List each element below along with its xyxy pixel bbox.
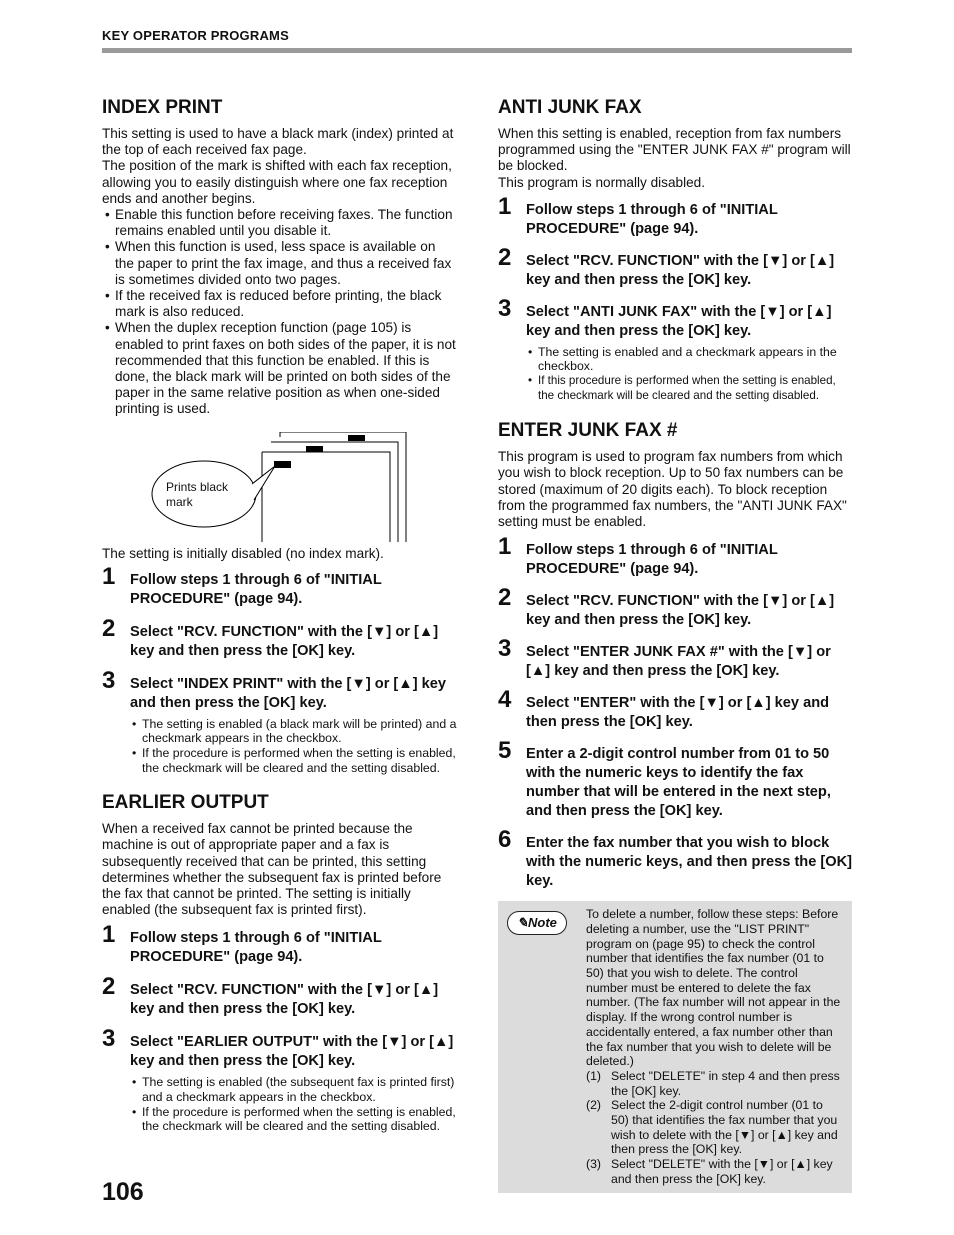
- note-item: • If the procedure is performed when the setting is enabled, the checkmark will be cleared and the setting disabled.: [130, 1105, 458, 1134]
- note-step-text: Select the 2-digit control number (01 to 50) that identifies the fax number that you wish to delete with the [▼] or [▲] key and then press the [OK] key.: [611, 1098, 838, 1157]
- earlier-output-notes: [102, 1075, 458, 1133]
- index-mark-illustration: [102, 432, 458, 542]
- step-item: [102, 921, 458, 967]
- step-item: [498, 584, 852, 630]
- step-text: Select "EARLIER OUTPUT" with the [▼] or [▲] key and then press the [OK] key.: [130, 1034, 454, 1070]
- index-print-bullets: [102, 207, 458, 418]
- step-number: 5: [498, 737, 512, 765]
- step-text: Select "RCV. FUNCTION" with the [▼] or [▲] key and then press the [OK] key.: [130, 623, 439, 659]
- index-mark-diagram: [102, 432, 458, 542]
- black-mark: [274, 461, 291, 468]
- bullet-item: • When this function is used, less space is available on the paper to print the fax image, and thus a received fax is sometimes divided onto two pages.: [102, 239, 458, 288]
- enter-junk-intro: This program is used to program fax numbers from which you wish to block reception. Up to 50 fax numbers can be stored (maximum of 20 digits each). To block reception from the programmed fax numbers, the "ANTI JUNK FAX" setting must be enabled.: [498, 449, 847, 529]
- step-number: 1: [498, 533, 512, 561]
- step-text: Select "RCV. FUNCTION" with the [▼] or [▲] key and then press the [OK] key.: [130, 982, 439, 1018]
- earlier-output-title: EARLIER OUTPUT: [102, 792, 269, 814]
- step-item: [498, 635, 852, 681]
- step-text: Select "ENTER" with the [▼] or [▲] key and then press the [OK] key.: [526, 695, 830, 731]
- step-item: [498, 192, 852, 239]
- index-print-intro-1: This setting is used to have a black mark (index) printed at the top of each received fax page.: [102, 126, 454, 158]
- index-print-intro-2: The position of the mark is shifted with each fax reception, allowing you to easily distinguish where one fax reception ends and another begins.: [102, 158, 452, 206]
- step-number: 2: [498, 584, 512, 612]
- step-number: 2: [102, 614, 116, 642]
- step-item: [498, 737, 852, 821]
- step-number: 6: [498, 826, 512, 854]
- enter-junk-title: ENTER JUNK FAX #: [498, 420, 678, 442]
- callout-label: Prints black mark: [166, 479, 229, 509]
- note-item: • If this procedure is performed when the setting is enabled, the checkmark will be cleared and the setting disabled.: [526, 374, 852, 403]
- step-item: [102, 973, 458, 1019]
- step-text: Enter the fax number that you wish to block with the numeric keys, and then press the [OK] key.: [526, 835, 852, 890]
- step-item: [498, 294, 852, 341]
- step-number: 3: [102, 666, 116, 694]
- note-steps: [586, 1069, 842, 1187]
- running-header: KEY OPERATOR PROGRAMS: [102, 28, 289, 43]
- step-item: [102, 666, 458, 713]
- note-step-number: (2): [586, 1098, 602, 1113]
- note-item: • The setting is enabled (the subsequent fax is printed first) and a checkmark appears in the checkbox.: [130, 1075, 458, 1104]
- step-number: 3: [498, 635, 512, 663]
- enter-junk-steps: [498, 533, 852, 891]
- note-text: To delete a number, follow these steps: Before deleting a number, use the "LIST PRINT" program on (page 95) to check the control number that identifies the fax number (01 to 50) that you wish to delete. The control number must be entered to delete the fax number. (The fax number will not appear in the display. If the wrong control number is accidentally entered, a fax number other than the fax number that you wish to delete will be deleted.): [586, 907, 841, 1069]
- step-text: Follow steps 1 through 6 of "INITIAL PROCEDURE" (page 94).: [130, 930, 382, 966]
- step-number: 2: [102, 973, 116, 1001]
- anti-junk-intro-1: When this setting is enabled, reception from fax numbers programmed using the "ENTER JUNK FAX #" program will be blocked.: [498, 126, 851, 174]
- step-number: 3: [498, 294, 512, 322]
- anti-junk-notes: [498, 345, 852, 403]
- step-text: Select "ANTI JUNK FAX" with the [▼] or [▲] key and then press the [OK] key.: [526, 303, 832, 339]
- step-number: 1: [102, 562, 116, 590]
- left-column: [102, 96, 458, 1134]
- step-item: [498, 533, 852, 579]
- step-number: 1: [102, 921, 116, 949]
- step-number: 1: [498, 192, 512, 220]
- note-item: • If the procedure is performed when the setting is enabled, the checkmark will be cleared and the setting disabled.: [130, 746, 458, 775]
- earlier-output-intro: When a received fax cannot be printed because the machine is out of appropriate paper and a fax is subsequently received that can be printed, this setting determines whether the subsequent fax is printed before the fax that cannot be printed. The setting is initially enabled (the subsequent fax is printed first).: [102, 821, 442, 918]
- note-badge: [507, 911, 567, 935]
- note-step-number: (3): [586, 1157, 602, 1172]
- note-step-item: [586, 1069, 842, 1098]
- note-item: • The setting is enabled and a checkmark appears in the checkbox.: [526, 345, 852, 374]
- step-text: Select "RCV. FUNCTION" with the [▼] or [▲] key and then press the [OK] key.: [526, 252, 835, 288]
- index-print-initial: The setting is initially disabled (no index mark).: [102, 545, 384, 561]
- page-number: 106: [102, 1178, 144, 1206]
- step-item: [102, 1025, 458, 1071]
- note-badge-label: Note: [528, 915, 557, 931]
- index-print-notes: [102, 717, 458, 775]
- step-number: 4: [498, 686, 512, 714]
- note-step-number: (1): [586, 1068, 602, 1083]
- anti-junk-steps: [498, 192, 852, 403]
- bullet-item: • Enable this function before receiving faxes. The function remains enabled until you disable it.: [102, 207, 458, 239]
- note-step-item: [586, 1157, 842, 1186]
- step-item: [498, 686, 852, 732]
- step-text: Follow steps 1 through 6 of "INITIAL PROCEDURE" (page 94).: [130, 571, 382, 607]
- step-item: [102, 614, 458, 661]
- step-number: 2: [498, 243, 512, 271]
- step-item: [102, 562, 458, 609]
- anti-junk-intro-2: This program is normally disabled.: [498, 174, 706, 190]
- step-text: Follow steps 1 through 6 of "INITIAL PROCEDURE" (page 94).: [526, 542, 778, 578]
- step-text: Follow steps 1 through 6 of "INITIAL PROCEDURE" (page 94).: [526, 201, 778, 237]
- note-box: [498, 901, 852, 1192]
- anti-junk-title: ANTI JUNK FAX: [498, 97, 642, 118]
- step-text: Select "RCV. FUNCTION" with the [▼] or [▲] key and then press the [OK] key.: [526, 593, 835, 629]
- step-number: 3: [102, 1025, 116, 1053]
- note-step-item: [586, 1098, 842, 1157]
- step-item: [498, 826, 852, 891]
- index-print-steps: [102, 562, 458, 775]
- step-item: [498, 243, 852, 290]
- black-mark: [348, 435, 365, 441]
- earlier-output-steps: [102, 921, 458, 1134]
- right-column: [498, 96, 852, 1193]
- note-step-text: Select "DELETE" in step 4 and then press the [OK] key.: [611, 1068, 840, 1098]
- note-item: • The setting is enabled (a black mark will be printed) and a checkmark appears in the checkbox.: [130, 717, 458, 746]
- black-mark: [306, 446, 323, 452]
- step-text: Enter a 2-digit control number from 01 to 50 with the numeric keys to identify the fax number that will be entered in the next step, and then press the [OK] key.: [526, 746, 831, 820]
- step-text: Select "ENTER JUNK FAX #" with the [▼] or [▲] key and then press the [OK] key.: [526, 644, 831, 680]
- index-print-title: INDEX PRINT: [102, 97, 223, 118]
- note-step-text: Select "DELETE" with the [▼] or [▲] key and then press the [OK] key.: [611, 1157, 833, 1186]
- bullet-item: • When the duplex reception function (page 105) is enabled to print faxes on both sides of the paper, it is not recommended that this function be enabled. If this is done, the black mark will be printed on both sides of the paper in the same relative position as when one-sided printing is used.: [102, 320, 458, 417]
- step-text: Select "INDEX PRINT" with the [▼] or [▲] key and then press the [OK] key.: [130, 675, 446, 711]
- pencil-icon: ✎: [517, 915, 528, 931]
- header-rule: [102, 48, 852, 53]
- bullet-item: • If the received fax is reduced before printing, the black mark is also reduced.: [102, 288, 458, 320]
